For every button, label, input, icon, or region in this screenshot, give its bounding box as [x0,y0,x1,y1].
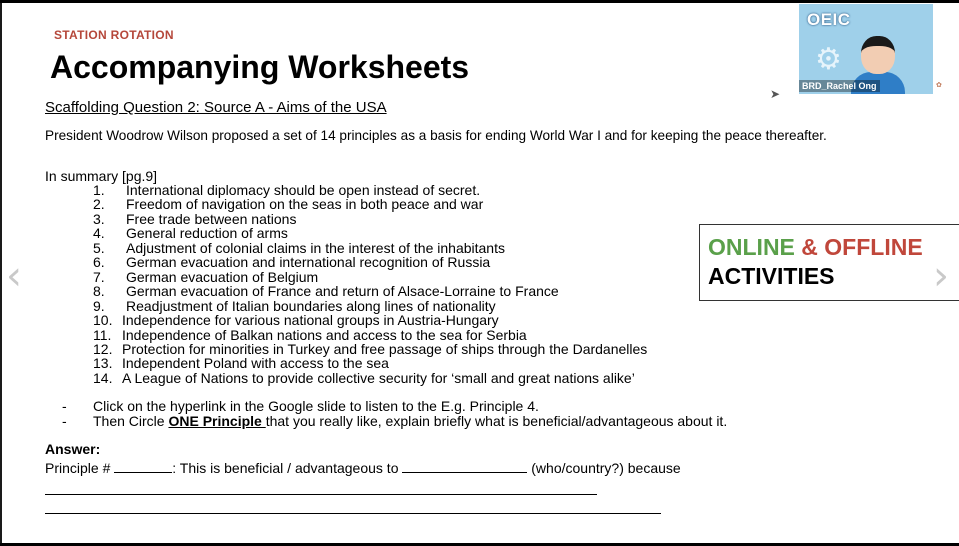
answer-blank-line[interactable] [45,494,597,495]
principle-number-blank[interactable] [114,461,172,473]
principle-number: 13. [93,355,113,372]
slide-kicker: STATION ROTATION [54,28,174,42]
principle-number: 7. [93,268,105,285]
principle-item [93,328,647,342]
principle-item [93,284,647,298]
instructions [62,399,727,429]
answer-blank-line[interactable] [45,513,661,514]
slide-title: Accompanying Worksheets [50,49,470,85]
principle-number: 10. [93,312,113,329]
instruction-text-2-start: Then Circle [93,413,169,429]
instruction-item [62,399,727,414]
mouse-cursor-icon: ➤ [770,87,781,101]
answer-suffix: (who/country?) because [527,460,681,476]
principle-item [93,241,647,255]
principle-item [93,255,647,269]
answer-prompt [45,460,681,476]
intro-text: President Woodrow Wilson proposed a set of 14 principles as a basis for ending World War I and for keeping the peace thereafter. [45,128,827,143]
principle-text: A League of Nations to provide collective security for ‘small and great nations alike’ [122,369,635,386]
principle-text: Independence for various national groups in Austria-Hungary [122,312,499,329]
principle-item [93,356,647,370]
principle-number: 12. [93,340,113,357]
next-slide-icon[interactable]: › [933,253,949,299]
instruction-text-1: Click on the hyperlink in the Google slide to listen to the E.g. Principle 4. [93,398,539,414]
principle-text: Free trade between nations [126,210,297,227]
principles-list [93,183,647,385]
principle-number: 9. [93,297,105,314]
principle-text: German evacuation of Belgium [126,268,319,285]
activities-callout [699,224,959,301]
who-blank[interactable] [402,461,527,473]
oeic-logo: OEIC [807,10,851,29]
principle-number: 5. [93,239,105,256]
principle-item [93,313,647,327]
instruction-text-2 [93,414,727,429]
answer-label: Answer: [45,441,101,457]
principle-number: 1. [93,182,105,198]
principle-item [93,299,647,313]
gear-icon: ⚙ [815,43,842,76]
principle-item [93,212,647,226]
instruction-emphasis: ONE Principle [168,413,266,429]
callout-online: ONLINE [708,234,795,260]
corner-logo-icon: ✿ [936,82,942,89]
prev-slide-icon[interactable]: ‹ [6,253,22,299]
principle-text: Independent Poland with access to the sea [122,355,389,372]
principle-number: 2. [93,196,105,213]
instruction-text-2-end: that you really like, explain briefly what is beneficial/advantageous about it. [265,413,728,429]
principle-text: Freedom of navigation on the seas in both peace and war [126,196,484,213]
callout-line-1 [708,234,959,261]
principle-text: Protection for minorities in Turkey and free passage of ships through the Dardanelles [122,340,648,357]
principle-item [93,226,647,240]
principle-item [93,197,647,211]
principle-number: 3. [93,210,105,227]
principle-text: General reduction of arms [126,225,288,242]
principle-number: 6. [93,254,105,271]
participant-video-tile[interactable] [799,4,933,94]
principle-item [93,270,647,284]
principle-text: Adjustment of colonial claims in the interest of the inhabitants [126,239,505,256]
principle-item [93,183,647,197]
participant-avatar [861,36,895,74]
principle-number: 4. [93,225,105,242]
summary-label: In summary [pg.9] [45,168,158,184]
instruction-item [62,414,727,429]
principle-item [93,342,647,356]
bullet-dash: - [62,398,67,414]
principle-text: International diplomacy should be open instead of secret. [126,182,481,198]
callout-activities: ACTIVITIES [708,263,835,289]
participant-name: BRD_Rachel Ong [799,80,880,92]
callout-offline: OFFLINE [824,234,923,260]
principle-text: German evacuation of France and return of Alsace-Lorraine to France [126,283,559,300]
principle-text: Readjustment of Italian boundaries along lines of nationality [126,297,496,314]
callout-amp: & [794,234,825,260]
principle-number: 11. [93,326,112,343]
slide-subtitle: Scaffolding Question 2: Source A - Aims of the USA [45,99,387,116]
answer-middle: : This is beneficial / advantageous to [172,460,403,476]
principle-number: 14. [93,369,113,386]
bullet-dash: - [62,413,67,429]
answer-prefix: Principle # [45,460,115,476]
principle-number: 8. [93,283,105,300]
principle-text: Independence of Balkan nations and access to the sea for Serbia [122,326,527,343]
principle-item [93,371,647,385]
principle-text: German evacuation and international recognition of Russia [126,254,491,271]
